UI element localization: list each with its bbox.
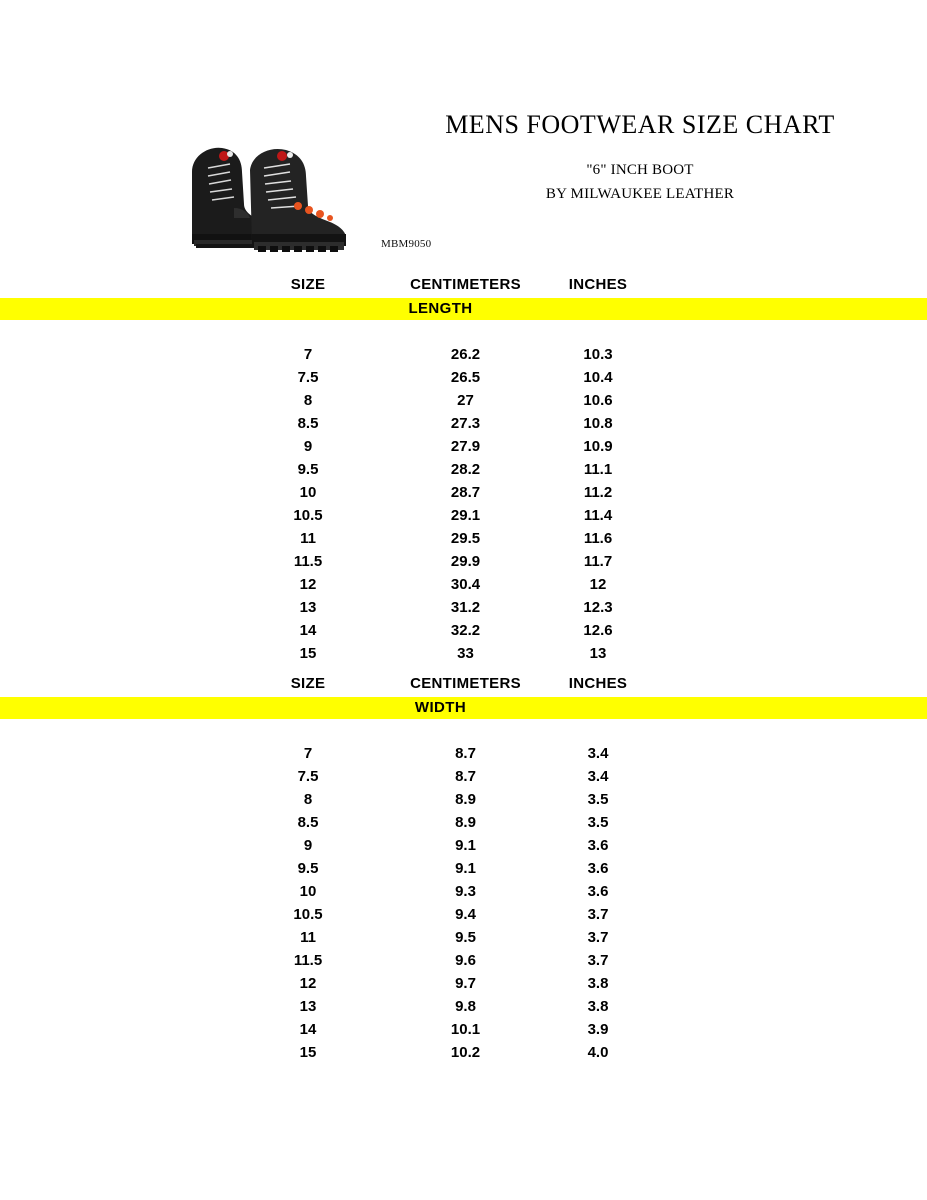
length-band-row bbox=[0, 298, 927, 320]
header-size: SIZE bbox=[290, 276, 326, 293]
cell-cm: 29.1 bbox=[450, 507, 481, 524]
cell-cm: 10.2 bbox=[450, 1044, 481, 1061]
table-row bbox=[0, 573, 927, 596]
table-row bbox=[0, 481, 927, 504]
table-row bbox=[0, 504, 927, 527]
cell-in: 3.6 bbox=[587, 883, 609, 900]
cell-cm: 9.4 bbox=[455, 906, 476, 923]
header-inches: INCHES bbox=[568, 675, 628, 692]
cell-cm: 10.1 bbox=[450, 1021, 481, 1038]
cell-in: 11.4 bbox=[583, 507, 613, 524]
cell-size: 9.5 bbox=[297, 860, 319, 877]
table-row bbox=[0, 972, 927, 995]
cell-in: 10.3 bbox=[583, 346, 613, 363]
cell-cm: 8.9 bbox=[455, 791, 476, 808]
band-pad-right bbox=[653, 697, 927, 719]
cell-in: 3.4 bbox=[587, 768, 609, 785]
length-table-body bbox=[0, 298, 927, 665]
cell-size: 9 bbox=[303, 837, 313, 854]
cell-cm: 26.2 bbox=[450, 346, 481, 363]
cell-cm: 26.5 bbox=[450, 369, 481, 386]
table-row bbox=[0, 834, 927, 857]
cell-in: 3.7 bbox=[587, 929, 609, 946]
title-block bbox=[370, 110, 910, 203]
cell-size: 7.5 bbox=[297, 369, 319, 386]
table-row bbox=[0, 596, 927, 619]
cell-size: 10 bbox=[299, 484, 317, 501]
cell-in: 12 bbox=[589, 576, 607, 593]
table-row bbox=[0, 926, 927, 949]
cell-cm: 9.8 bbox=[455, 998, 476, 1015]
width-table-block bbox=[0, 671, 927, 1064]
document-header bbox=[0, 110, 927, 270]
cell-cm: 9.1 bbox=[455, 837, 476, 854]
boot-image bbox=[178, 134, 368, 264]
table-row bbox=[0, 343, 927, 366]
cell-size: 15 bbox=[299, 645, 317, 662]
cell-cm: 32.2 bbox=[450, 622, 481, 639]
cell-size: 11 bbox=[300, 929, 316, 946]
cell-cm: 9.7 bbox=[455, 975, 476, 992]
subtitle-brand: BY MILWAUKEE LEATHER bbox=[545, 186, 735, 202]
cell-size: 7 bbox=[303, 346, 313, 363]
cell-cm: 8.7 bbox=[455, 768, 476, 785]
cell-in: 10.4 bbox=[583, 369, 613, 386]
cell-in: 3.5 bbox=[587, 814, 609, 831]
cell-cm: 9.6 bbox=[455, 952, 476, 969]
cell-size: 8.5 bbox=[297, 415, 319, 432]
length-size-table bbox=[0, 272, 927, 665]
length-table-block bbox=[0, 272, 927, 665]
cell-in: 11.2 bbox=[583, 484, 613, 501]
cell-size: 11.5 bbox=[293, 553, 323, 570]
band-pad-right bbox=[653, 298, 927, 320]
table-row bbox=[0, 1018, 927, 1041]
cell-size: 9 bbox=[303, 438, 313, 455]
width-size-table bbox=[0, 671, 927, 1064]
cell-cm: 30.4 bbox=[450, 576, 481, 593]
cell-in: 11.1 bbox=[583, 461, 613, 478]
cell-size: 7 bbox=[303, 745, 313, 762]
cell-in: 3.9 bbox=[587, 1021, 609, 1038]
cell-cm: 8.9 bbox=[455, 814, 476, 831]
cell-in: 13 bbox=[589, 645, 607, 662]
length-header-row bbox=[0, 272, 927, 298]
cell-cm: 27.3 bbox=[450, 415, 481, 432]
cell-size: 11.5 bbox=[293, 952, 323, 969]
cell-size: 14 bbox=[299, 1021, 317, 1038]
sku-code: MBM9050 bbox=[381, 238, 432, 250]
table-row bbox=[0, 458, 927, 481]
subtitle-boot-type: "6" INCH BOOT bbox=[586, 162, 694, 178]
header-centimeters: CENTIMETERS bbox=[410, 276, 521, 293]
cell-size: 12 bbox=[299, 576, 317, 593]
cell-in: 12.6 bbox=[583, 622, 613, 639]
cell-size: 11 bbox=[300, 530, 316, 547]
table-row bbox=[0, 527, 927, 550]
spacer-cell bbox=[0, 272, 228, 298]
cell-in: 3.8 bbox=[587, 998, 609, 1015]
cell-size: 13 bbox=[299, 599, 317, 616]
table-row bbox=[0, 550, 927, 573]
table-row bbox=[0, 857, 927, 880]
cell-cm: 9.5 bbox=[455, 929, 476, 946]
cell-cm: 27 bbox=[457, 392, 474, 409]
cell-in: 3.4 bbox=[587, 745, 609, 762]
cell-size: 10.5 bbox=[293, 906, 323, 923]
width-band-label: WIDTH bbox=[228, 697, 653, 719]
cell-in: 11.7 bbox=[583, 553, 613, 570]
cell-in: 3.6 bbox=[587, 860, 609, 877]
header-centimeters: CENTIMETERS bbox=[410, 675, 521, 692]
cell-in: 3.5 bbox=[587, 791, 609, 808]
cell-size: 7.5 bbox=[297, 768, 319, 785]
width-table-body bbox=[0, 697, 927, 1064]
cell-cm: 9.1 bbox=[455, 860, 476, 877]
cell-in: 3.7 bbox=[587, 952, 609, 969]
cell-cm: 28.7 bbox=[450, 484, 481, 501]
cell-size: 13 bbox=[299, 998, 317, 1015]
cell-size: 14 bbox=[299, 622, 317, 639]
cell-size: 10.5 bbox=[293, 507, 323, 524]
cell-size: 10 bbox=[299, 883, 317, 900]
table-row bbox=[0, 366, 927, 389]
spacer-row bbox=[0, 719, 927, 742]
table-row bbox=[0, 435, 927, 458]
cell-size: 12 bbox=[299, 975, 317, 992]
table-row bbox=[0, 903, 927, 926]
cell-in: 10.9 bbox=[583, 438, 613, 455]
cell-in: 12.3 bbox=[583, 599, 613, 616]
cell-cm: 29.9 bbox=[450, 553, 481, 570]
cell-cm: 8.7 bbox=[455, 745, 476, 762]
table-row bbox=[0, 765, 927, 788]
cell-in: 11.6 bbox=[583, 530, 613, 547]
band-pad-left bbox=[0, 697, 228, 719]
cell-size: 8 bbox=[303, 791, 313, 808]
spacer-cell bbox=[653, 272, 927, 298]
cell-cm: 33 bbox=[457, 645, 474, 662]
spacer-row bbox=[0, 320, 927, 343]
cell-in: 3.6 bbox=[587, 837, 609, 854]
table-row bbox=[0, 811, 927, 834]
cell-in: 4.0 bbox=[587, 1044, 609, 1061]
cell-size: 8.5 bbox=[297, 814, 319, 831]
header-inches: INCHES bbox=[568, 276, 628, 293]
table-row bbox=[0, 1041, 927, 1064]
cell-cm: 9.3 bbox=[455, 883, 476, 900]
cell-size: 9.5 bbox=[297, 461, 319, 478]
table-row bbox=[0, 880, 927, 903]
width-header-row bbox=[0, 671, 927, 697]
cell-size: 8 bbox=[303, 392, 313, 409]
table-row bbox=[0, 995, 927, 1018]
table-row bbox=[0, 949, 927, 972]
cell-cm: 29.5 bbox=[450, 530, 481, 547]
cell-cm: 27.9 bbox=[450, 438, 481, 455]
table-row bbox=[0, 412, 927, 435]
header-size: SIZE bbox=[290, 675, 326, 692]
width-band-row bbox=[0, 697, 927, 719]
table-row bbox=[0, 742, 927, 765]
length-band-label: LENGTH bbox=[228, 298, 653, 320]
cell-cm: 28.2 bbox=[450, 461, 481, 478]
cell-in: 10.6 bbox=[583, 392, 613, 409]
product-photo bbox=[178, 134, 368, 264]
spacer-cell bbox=[0, 671, 228, 697]
table-row bbox=[0, 642, 927, 665]
cell-in: 10.8 bbox=[583, 415, 613, 432]
table-row bbox=[0, 788, 927, 811]
spacer-cell bbox=[653, 671, 927, 697]
band-pad-left bbox=[0, 298, 228, 320]
page-title: MENS FOOTWEAR SIZE CHART bbox=[445, 110, 835, 139]
table-row bbox=[0, 619, 927, 642]
cell-in: 3.8 bbox=[587, 975, 609, 992]
table-row bbox=[0, 389, 927, 412]
cell-cm: 31.2 bbox=[450, 599, 481, 616]
cell-in: 3.7 bbox=[587, 906, 609, 923]
cell-size: 15 bbox=[299, 1044, 317, 1061]
